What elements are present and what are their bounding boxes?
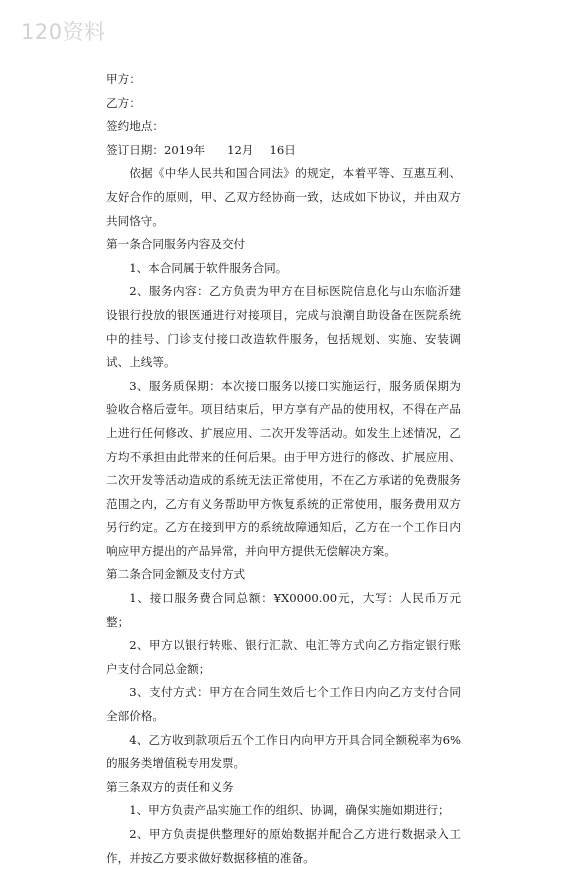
contract-document (106, 68, 461, 870)
section-2-paragraph: 3、支付方式：甲方在合同生效后七个工作日内向乙方支付合同全部价格。 (106, 685, 461, 724)
section-1-paragraph: 3、服务质保期：本次接口服务以接口实施运行，服务质保期为验收合格后壹年。项目结束后，甲方享有产品的使用权，不得在产品上进行任何修改、扩展应用、二次开发等活动。如发生上述情况，乙方均不承担由此带来的任何后果。由于甲方进行的修改、扩展应用、二次开发等活动造成的系统无法正常使用，不在乙方承诺的免费服务范围之内，乙方有义务帮助甲方恢复系统的正常使用，服务费用双方另行约定。乙方在接到甲方的系统故障通知后，乙方在一个工作日内响应甲方提出的产品异常，并向甲方提供无偿解决方案。 (106, 378, 461, 558)
section-2-paragraph: 2、甲方以银行转账、银行汇款、电汇等方式向乙方指定银行账户支付合同总金额； (106, 638, 461, 676)
date-line (106, 139, 461, 163)
section-2-paragraph: 1、接口服务费合同总额：¥X0000.00元，大写：人民币万元整； (106, 591, 461, 629)
date-year: 2019年 (163, 142, 206, 157)
party-a-line: 甲方： (106, 72, 141, 86)
party-b-line: 乙方： (106, 95, 141, 110)
section-3-title: 第三条双方的责任和义务 (106, 779, 234, 794)
section-2-paragraph: 4、乙方收到款项后五个工作日内向甲方开具合同全额税率为6%的服务类增值税专用发票。 (106, 732, 461, 771)
section-3-paragraph: 1、甲方负责产品实施工作的组织、协调，确保实施如期进行； (129, 803, 450, 818)
section-3-paragraph: 2、甲方负责提供整理好的原始数据并配合乙方进行数据录入工作，并按乙方要求做好数据移植的准备。 (106, 827, 461, 865)
section-2-title: 第二条合同金额及支付方式 (106, 567, 246, 582)
date-label: 签订日期： (106, 142, 164, 157)
intro-paragraph: 依据《中华人民共和国合同法》的规定，本着平等、互惠互利、友好合作的原则，甲、乙双方经协商一致，达成如下协议，并由双方共同恪守。 (106, 166, 461, 228)
location-line: 签约地点： (106, 119, 164, 134)
date-month: 12月 (227, 142, 254, 157)
section-1-paragraph: 2、服务内容：乙方负责为甲方在目标医院信息化与山东临沂建设银行投放的银医通进行对接项目，完成与浪潮自助设备在医院系统中的挂号、门诊支付接口改造软件服务，包括规划、实施、安装调试、上线等。 (106, 284, 461, 370)
section-1-title: 第一条合同服务内容及交付 (106, 237, 246, 252)
watermark-logo: 120资料 (21, 20, 106, 44)
date-day: 16日 (269, 142, 296, 157)
section-1-paragraph: 1、本合同属于软件服务合同。 (129, 260, 288, 275)
